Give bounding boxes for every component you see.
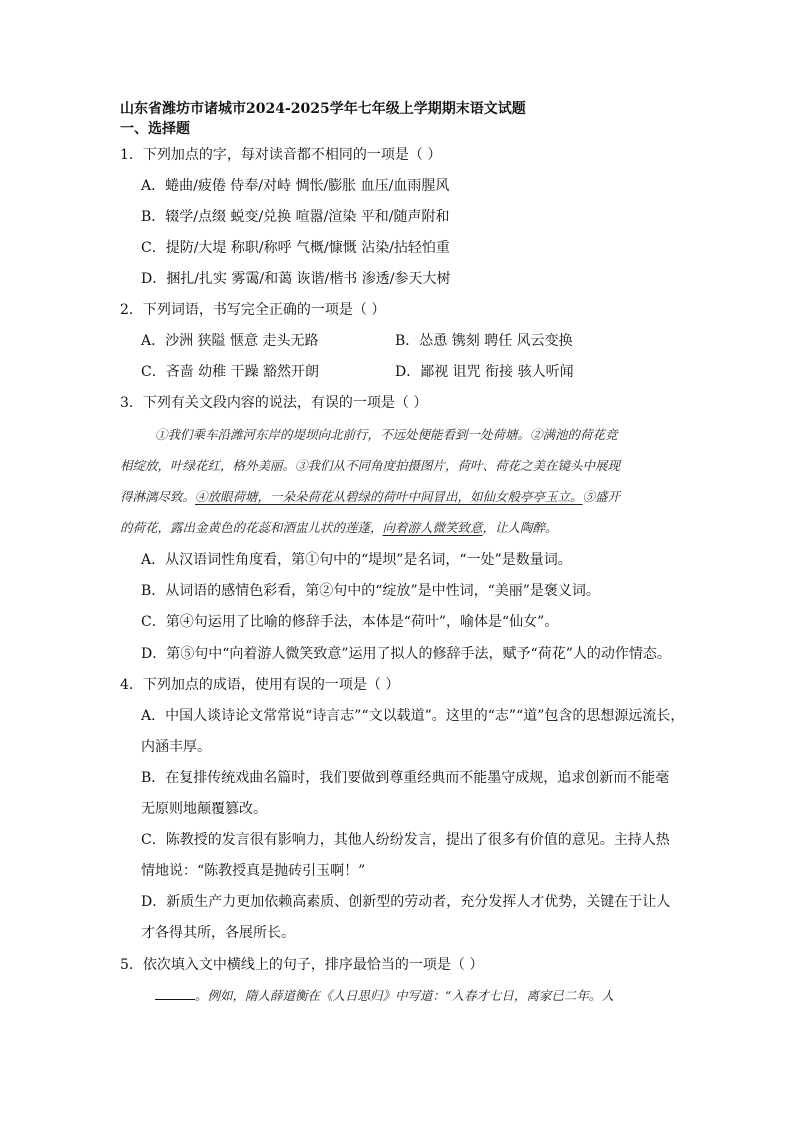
question-2-option-c[interactable]: C．吝啬 幼稚 干躁 豁然开朗 (141, 364, 320, 380)
question-1-option-a[interactable]: A．蜷曲/疲倦 侍奉/对峙 惆怅/膨胀 血压/血雨腥风 (141, 178, 450, 194)
question-3-option-c[interactable]: C．第④句运用了比喻的修辞手法，本体是“荷叶”，喻体是“仙女”。 (141, 614, 559, 630)
question-4-option-a[interactable]: A．中国人谈诗论文常常说“诗言志”“文以载道”。这里的“志”“道”包含的思想源远流长， (141, 708, 685, 724)
question-2-option-a[interactable]: A．沙洲 狭隘 惬意 走头无路 (141, 333, 319, 349)
passage-line-2: 相绽放，叶绿花红，格外美丽。③我们从不同角度拍摄图片，荷叶、荷花之美在镜头中展现 (120, 458, 621, 473)
question-1-option-d[interactable]: D．捆扎/扎实 雾霭/和蔼 诙谐/楷书 渗透/参天大树 (141, 271, 451, 287)
question-3-option-a[interactable]: A．从汉语词性角度看，第①句中的“堤坝”是名词，“一处”是数量词。 (141, 552, 572, 568)
question-2-option-d[interactable]: D．鄙视 诅咒 衔接 骇人听闻 (395, 364, 574, 380)
question-2-stem: 2．下列词语，书写完全正确的一项是（ ） (120, 302, 386, 318)
question-4-stem: 4．下列加点的成语，使用有误的一项是（ ） (120, 677, 400, 693)
question-1-option-c[interactable]: C．提防/大堤 称职/称呼 气概/慷慨 沾染/拈轻怕重 (141, 240, 450, 256)
question-4-option-d[interactable]: D．新质生产力更加依赖高素质、创新型的劳动者，充分发挥人才优势，关键在于让人 (141, 894, 671, 910)
question-5-stem: 5．依次填入文中横线上的句子，排序最恰当的一项是（ ） (120, 957, 484, 973)
question-4-option-d-cont: 才各得其所，各展所长。 (141, 925, 295, 941)
question-4-option-b[interactable]: B．在复排传统戏曲名篇时，我们要做到尊重经典而不能墨守成规，追求创新而不能毫 (141, 770, 670, 786)
passage-underlined-phrase: 向着游人微笑致意 (382, 520, 483, 535)
passage-text: 。例如，隋人薛道衡在《人日思归》中写道：“入春才七日，离家已二年。人 (195, 988, 614, 1003)
question-3-stem: 3．下列有关文段内容的说法，有误的一项是（ ） (120, 395, 428, 411)
fill-in-blank[interactable] (155, 987, 195, 1000)
question-2-option-b[interactable]: B．怂恿 镌刻 聘任 风云变换 (395, 333, 573, 349)
section-heading: 一、选择题 (120, 121, 190, 137)
question-4-option-a-cont: 内涵丰厚。 (141, 739, 211, 755)
question-4-option-c[interactable]: C．陈教授的发言很有影响力，其他人纷纷发言，提出了很多有价值的意见。主持人热 (141, 832, 670, 848)
document-title: 山东省潍坊市诸城市2024-2025学年七年级上学期期末语文试题 (120, 101, 526, 117)
question-3-option-d[interactable]: D．第⑤句中“向着游人微笑致意”运用了拟人的修辞手法，赋予“荷花”人的动作情态。 (141, 646, 671, 662)
question-4-option-b-cont: 无原则地颠覆篡改。 (141, 801, 267, 817)
question-3-option-b[interactable]: B．从词语的感情色彩看，第②句中的“绽放”是中性词，“美丽”是褒义词。 (141, 583, 600, 599)
question-5-passage-line-1 (155, 987, 614, 1005)
question-1-option-b[interactable]: B．辍学/点缀 蜕变/兑换 喧嚣/渲染 平和/随声附和 (141, 209, 450, 225)
passage-line-3 (120, 488, 620, 506)
passage-line-4 (120, 519, 558, 537)
question-4-option-c-cont: 情地说：“陈教授真是抛砖引玉啊！” (141, 863, 366, 879)
passage-underlined-sentence: ④放眼荷塘，一朵朵荷花从碧绿的荷叶中间冒出，如仙女般亭亭玉立。 (195, 489, 583, 504)
question-1-stem: 1．下列加点的字，每对读音都不相同的一项是（ ） (120, 147, 442, 163)
passage-line-1: ①我们乘车沿潍河东岸的堤坝向北前行，不远处便能看到一处荷塘。②满池的荷花竞 (155, 427, 618, 442)
passage-text: 的荷花，露出金黄色的花蕊和酒盅儿状的莲蓬， (120, 520, 383, 535)
passage-text: ，让人陶醉。 (482, 520, 558, 535)
passage-text: 得淋漓尽致。 (120, 489, 196, 504)
passage-text: ⑤盛开 (582, 489, 621, 504)
